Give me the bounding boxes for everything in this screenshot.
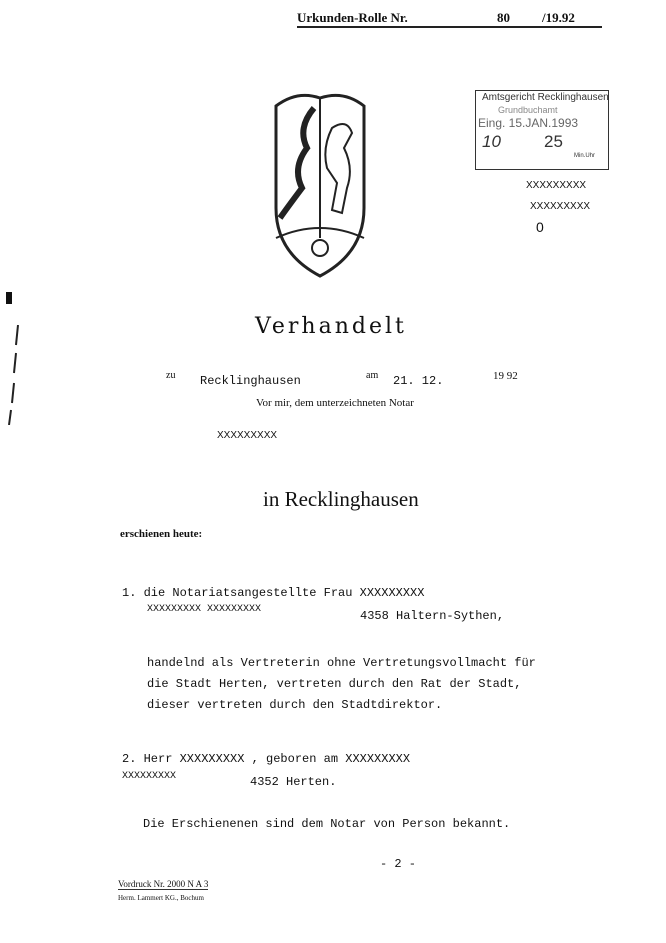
stamp-court: Amtsgericht Recklinghausen [482,92,609,103]
appeared-label: erschienen heute: [120,528,203,540]
printer-name: Herm. Lammert KG., Bochum [118,894,204,902]
page-number: - 2 - [380,857,417,871]
identity-statement: Die Erschienenen sind dem Notar von Person bekannt. [143,817,511,831]
form-number: Vordruck Nr. 2000 N A 3 [118,879,209,889]
party-1-capacity: die Stadt Herten, vertreten durch den Rat der Stadt, [147,677,522,691]
party-1-city: 4358 Haltern-Sythen, [360,609,505,623]
party-2-city: 4352 Herten. [250,775,337,789]
handwritten-mark: 0 [536,219,544,235]
date-value: 21. 12. [393,374,444,388]
place-value: Recklinghausen [200,374,301,388]
year-value: 19 92 [493,370,518,382]
party-1-address-redacted: XXXXXXXXX XXXXXXXXX [147,604,262,615]
party-2-line: 2. Herr XXXXXXXXX , geboren am XXXXXXXXX [122,752,411,766]
stamp-received-date: Eing. 15.JAN.1993 [478,116,579,130]
stamp-office: Grundbuchamt [498,105,558,115]
notary-name-redacted: XXXXXXXXX [217,430,278,441]
party-1-capacity: dieser vertreten durch den Stadtdirektor. [147,698,443,712]
stamp-suffix: Min.Uhr [574,153,596,159]
document-roll-header [297,10,602,28]
redacted-text: XXXXXXXXX [526,180,587,191]
scan-margin-mark [6,292,12,304]
roll-label: Urkunden-Rolle Nr. [297,10,408,25]
court-received-stamp [475,90,609,170]
redacted-text: XXXXXXXXX [530,201,591,212]
party-1-line: 1. die Notariatsangestellte Frau XXXXXXXXX [122,586,425,600]
stamp-minute: 25 [544,132,563,151]
scan-margin-lines [4,325,24,425]
party-1-capacity: handelnd als Vertreterin ohne Vertretungsvollmacht für [147,656,536,670]
label-zu: zu [166,370,176,381]
document-title: Verhandelt [255,314,407,339]
label-am: am [366,370,379,381]
coat-of-arms-nrw [272,88,368,278]
roll-year: /19.92 [542,10,575,25]
roll-number: 80 [497,10,510,25]
stamp-hour: 10 [482,132,501,151]
notary-location: in Recklinghausen [263,487,419,511]
notary-line: Vor mir, dem unterzeichneten Notar [256,397,414,409]
party-2-address-redacted: XXXXXXXXX [122,771,177,782]
